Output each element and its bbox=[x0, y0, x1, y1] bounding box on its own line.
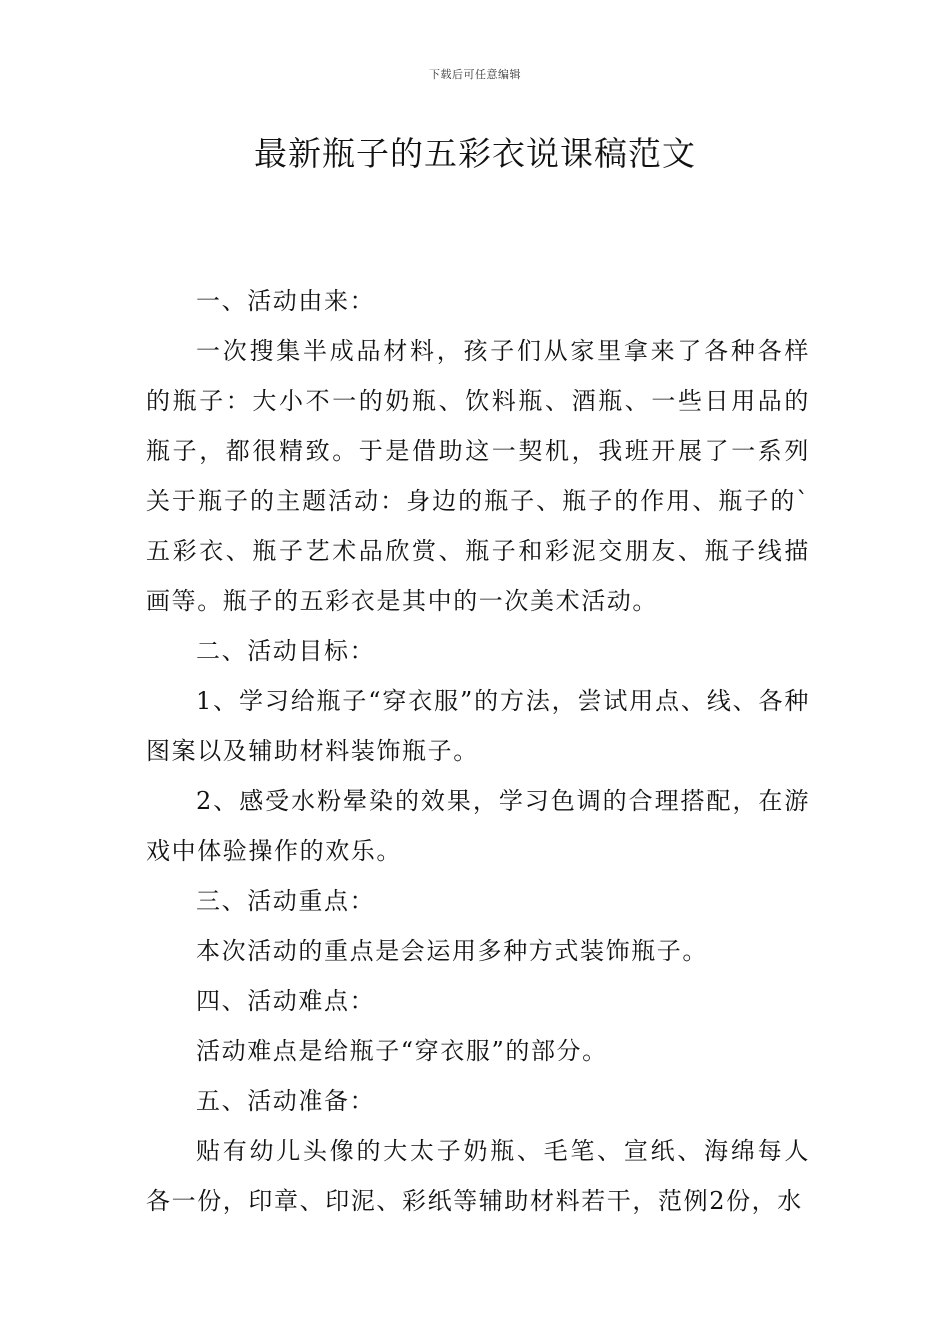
section-heading-key-point: 三、活动重点： bbox=[196, 887, 376, 915]
section-heading-preparation: 五、活动准备： bbox=[196, 1087, 376, 1115]
paragraph-goal-1: 1、学习给瓶子“穿衣服”的方法，尝试用点、线、各种图案以及辅助材料装饰瓶子。 bbox=[146, 687, 810, 765]
paragraph-preparation: 贴有幼儿头像的大太子奶瓶、毛笔、宣纸、海绵每人各一份，印章、印泥、彩纸等辅助材料若干，范例2份，水 bbox=[146, 1137, 810, 1215]
header-note: 下载后可任意编辑 bbox=[429, 68, 521, 81]
section-heading-origin: 一、活动由来： bbox=[196, 287, 376, 315]
document-title: 最新瓶子的五彩衣说课稿范文 bbox=[254, 134, 696, 173]
paragraph-difficulty: 活动难点是给瓶子“穿衣服”的部分。 bbox=[196, 1037, 608, 1065]
section-heading-difficulty: 四、活动难点： bbox=[196, 987, 376, 1015]
paragraph-goal-2: 2、感受水粉晕染的效果，学习色调的合理搭配，在游戏中体验操作的欢乐。 bbox=[146, 787, 810, 865]
section-heading-goals: 二、活动目标： bbox=[196, 637, 376, 665]
document-body bbox=[146, 276, 810, 1226]
paragraph-key-point: 本次活动的重点是会运用多种方式装饰瓶子。 bbox=[196, 937, 708, 965]
paragraph-origin: 一次搜集半成品材料，孩子们从家里拿来了各种各样的瓶子：大小不一的奶瓶、饮料瓶、酒瓶、一些日用品的瓶子，都很精致。于是借助这一契机，我班开展了一系列关于瓶子的主题活动：身边的瓶子、瓶子的作用、瓶子的`五彩衣、瓶子艺术品欣赏、瓶子和彩泥交朋友、瓶子线描画等。瓶子的五彩衣是其中的一次美术活动。 bbox=[146, 337, 810, 615]
